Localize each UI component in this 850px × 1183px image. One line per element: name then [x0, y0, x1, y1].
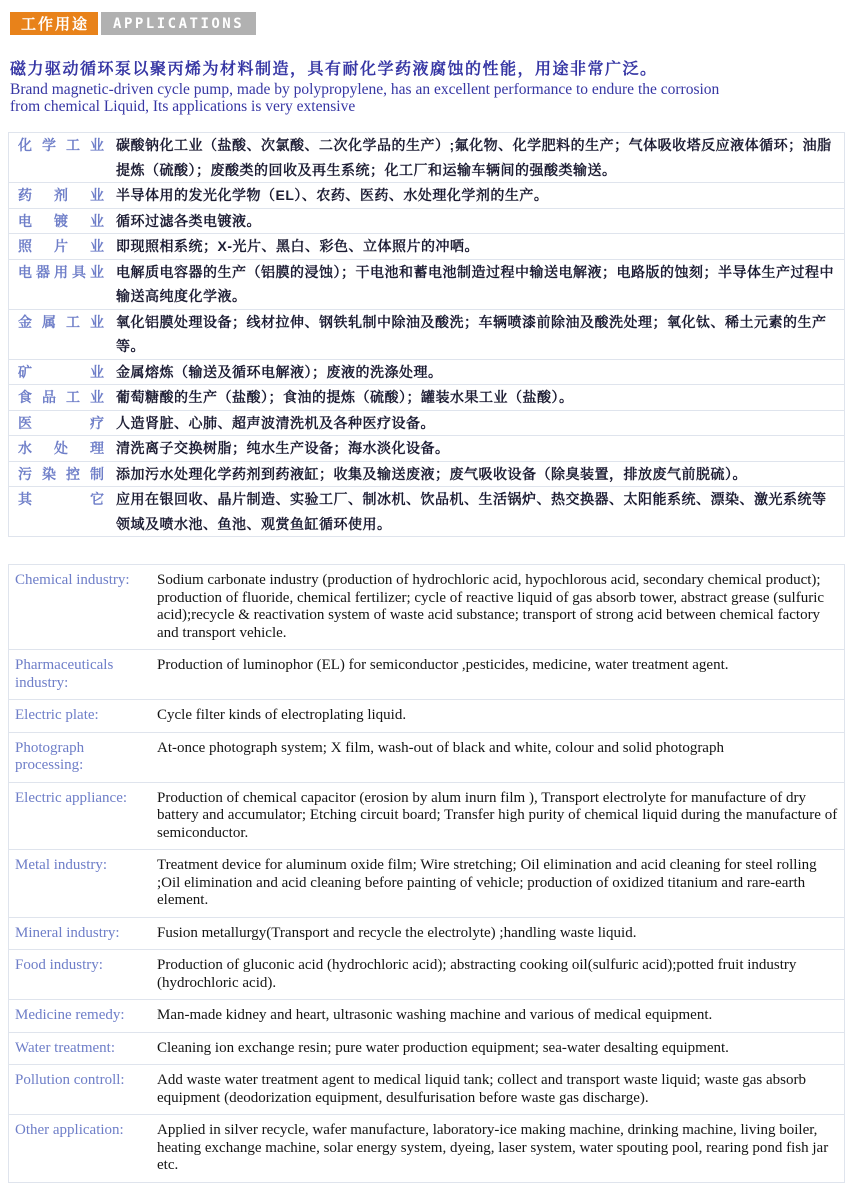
table-row [9, 411, 844, 437]
row-description: Applied in silver recycle, wafer manufacture, laboratory-ice making machine, drinking machine, living boiler, heating exchange machine, solar energy system, dyeing, laser system, water spouting pool, rearing pond fish jar etc. [157, 1122, 829, 1173]
row-description: 碳酸钠化工业（盐酸、次氯酸、二次化学品的生产）;氟化物、化学肥料的生产；气体吸收塔反应液体循环；油脂提炼（硫酸）；废酸类的回收及再生系统；化工厂和运输车辆间的强酸类输送。 [116, 137, 832, 178]
row-category-label: Pharmaceuticals industry: [15, 657, 114, 691]
intro-paragraph-chinese: 磁力驱动循环泵以聚丙烯为材料制造，具有耐化学药液腐蚀的性能，用途非常广泛。 [10, 61, 658, 78]
table-row [9, 183, 844, 209]
row-category-label: 污染控制 [18, 465, 104, 482]
row-description: 循环过滤各类电镀液。 [116, 212, 261, 229]
row-category-label: Electric appliance: [15, 789, 128, 806]
row-category-label: Metal industry: [15, 857, 108, 873]
row-category-label: 化学工业 [18, 137, 104, 153]
row-category-label: Chemical industry: [15, 572, 130, 588]
row-description: 金属熔炼（输送及循环电解液）；废液的洗涤处理。 [116, 363, 443, 380]
row-description: Cycle filter kinds of electroplating liquid. [157, 707, 407, 723]
row-category-label: 电镀业 [18, 212, 104, 229]
row-description: Cleaning ion exchange resin; pure water production equipment; sea-water desalting equipment. [157, 1039, 729, 1056]
row-description: Treatment device for aluminum oxide film; Wire stretching; Oil elimination and acid cleaning for steel rolling ;Oil elimination and acid cleaning before painting of vehicle; production of oxidized titanium and rare-earth element. [157, 857, 817, 908]
table-row [9, 1000, 844, 1033]
table-row [9, 918, 844, 951]
row-category-label: Water treatment: [15, 1039, 115, 1056]
table-row [9, 850, 844, 918]
row-category-label: 食品工业 [18, 389, 104, 405]
row-description: 半导体用的发光化学物（EL）、农药、医药、水处理化学剂的生产。 [116, 187, 549, 203]
table-row [9, 462, 844, 488]
table-row [9, 260, 844, 310]
table-row [9, 1115, 844, 1183]
row-category-label: 矿业 [18, 363, 104, 380]
row-category-label: 其它 [18, 491, 104, 507]
table-row [9, 310, 844, 360]
row-category-label: Other application: [15, 1122, 124, 1138]
row-description: Production of gluconic acid (hydrochloric acid); abstracting cooking oil(sulfuric acid);potted fruit industry (hydrochloric acid). [157, 957, 797, 991]
row-description: 添加污水处理化学药剂到药液缸；收集及输送废液；废气吸收设备（除臭装置，排放废气前脱硫）。 [116, 465, 747, 482]
row-description: 应用在银回收、晶片制造、实验工厂、制冰机、饮品机、生活锅炉、热交换器、太阳能系统、漂染、激光系统等领域及喷水池、鱼池、观赏鱼缸循环使用。 [116, 491, 827, 532]
table-row [9, 700, 844, 733]
section-title-english: APPLICATIONS [101, 12, 256, 35]
row-description: 葡萄糖酸的生产（盐酸）；食油的提炼（硫酸）；罐装水果工业（盐酸）。 [116, 389, 574, 405]
row-category-label: 医疗 [18, 414, 104, 431]
row-description: Add waste water treatment agent to medical liquid tank; collect and transport waste liquid; waste gas absorb equipment (deodorization equipment, desulfurisation before waste gas discharge). [157, 1072, 806, 1106]
row-description: Sodium carbonate industry (production of hydrochloric acid, hypochlorous acid, secondary chemical product); production of fluoride, chemical fertilizer; cycle of reactive liquid of gas absorb tower, abstract grease (sulfuric acid);recycle & reactivation system of waste acid substance; transport of strong acid between chemical factory and transport vehicle. [157, 572, 825, 641]
row-description: Production of luminophor (EL) for semiconductor ,pesticides, medicine, water treatment agent. [157, 657, 729, 673]
table-row [9, 487, 844, 537]
row-category-label: Medicine remedy: [15, 1007, 125, 1023]
row-category-label: Electric plate: [15, 707, 99, 723]
row-description: Fusion metallurgy(Transport and recycle the electrolyte) ;handling waste liquid. [157, 924, 637, 941]
table-row [9, 783, 844, 851]
table-row [9, 385, 844, 411]
table-row [9, 1065, 844, 1115]
table-row [9, 209, 844, 235]
applications-table-english [8, 564, 845, 1183]
row-category-label: 电器用具业 [18, 263, 104, 280]
intro-english-line2: from chemical Liquid, Its applications is very extensive [10, 97, 356, 115]
row-description: 氧化铝膜处理设备；线材拉伸、钢铁轧制中除油及酸洗；车辆喷漆前除油及酸洗处理；氧化钛、稀土元素的生产等。 [116, 313, 827, 354]
row-description: 电解质电容器的生产（铝膜的浸蚀）；干电池和蓄电池制造过程中输送电解液；电路版的蚀刻；半导体生产过程中输送高纯度化学液。 [116, 263, 834, 304]
row-description: Production of chemical capacitor (erosion by alum inurn film ), Transport electrolyte for manufacture of dry battery and accumulator; Etching circuit board; Transfer high purity of chemical liquid during the manufacture of semiconductor. [157, 789, 838, 841]
intro-english-line1: Brand magnetic-driven cycle pump, made by polypropylene, has an excellent performance to endure the corrosion [10, 81, 720, 98]
table-row [9, 360, 844, 386]
table-row [9, 650, 844, 700]
row-description: 清洗离子交换树脂；纯水生产设备；海水淡化设备。 [116, 440, 450, 456]
row-description: 人造肾脏、心肺、超声波清洗机及各种医疗设备。 [116, 414, 435, 431]
row-description: At-once photograph system; X film, wash-out of black and white, colour and solid photograph [157, 739, 724, 756]
section-title-chinese: 工作用途 [10, 12, 98, 35]
table-row [9, 1033, 844, 1066]
row-category-label: 金属工业 [18, 313, 104, 330]
row-category-label: Pollution controll: [15, 1072, 125, 1088]
row-description: Man-made kidney and heart, ultrasonic washing machine and various of medical equipment. [157, 1007, 713, 1023]
intro-paragraph-english [10, 82, 840, 115]
section-header [10, 12, 850, 35]
table-row [9, 436, 844, 462]
row-category-label: 药剂业 [18, 187, 104, 203]
table-row [9, 565, 844, 650]
table-row [9, 133, 844, 183]
row-description: 即现照相系统；X-光片、黑白、彩色、立体照片的冲哂。 [116, 238, 479, 254]
applications-table-chinese [8, 132, 845, 537]
row-category-label: 照片业 [18, 238, 104, 254]
table-row [9, 234, 844, 260]
row-category-label: Mineral industry: [15, 924, 120, 941]
table-row [9, 733, 844, 783]
row-category-label: Photograph processing: [15, 739, 85, 773]
table-row [9, 950, 844, 1000]
row-category-label: Food industry: [15, 957, 103, 973]
row-category-label: 水处理 [18, 440, 104, 456]
